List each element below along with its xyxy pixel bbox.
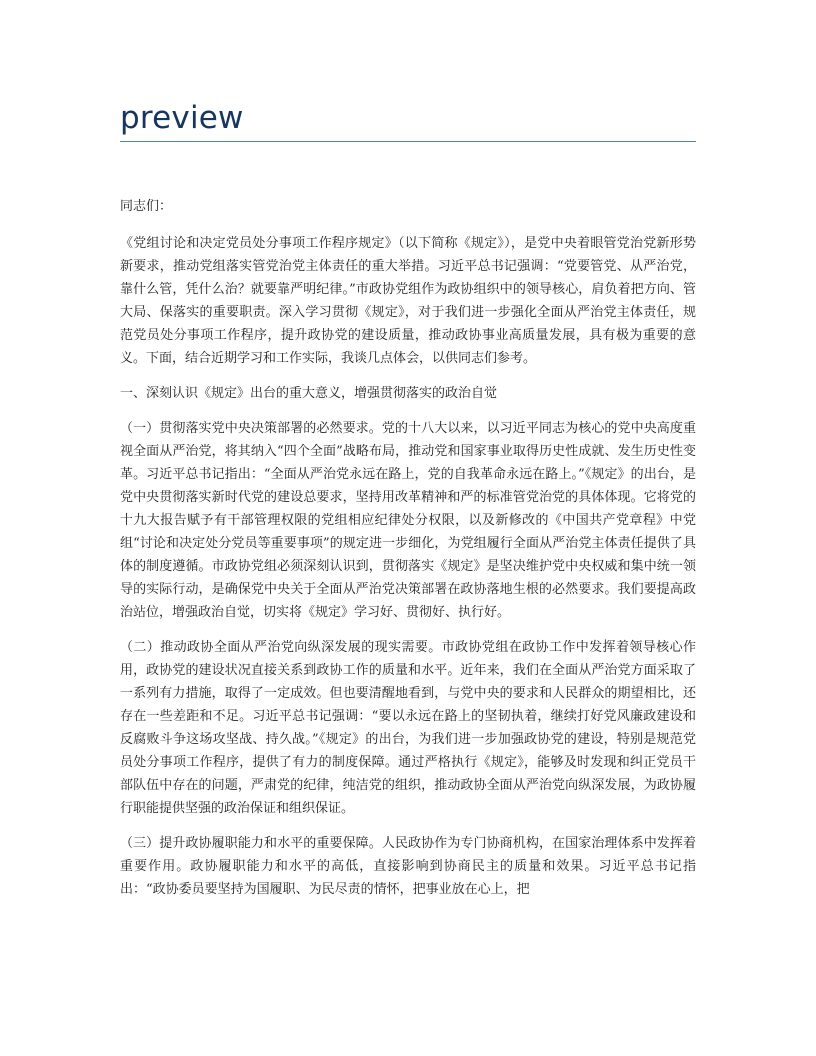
intro-paragraph: 《党组讨论和决定党员处分事项工作程序规定》（以下简称《规定》），是党中央着眼管党治党新形势新要求，推动党组落实管党治党主体责任的重大举措。习近平总书记强调：“党要管党、从严治党，靠什么管，凭什么治？就要靠严明纪律。”市政协党组作为政协组织中的领导核心，肩负着把方向、管大局、保落实的重要职责。深入学习贯彻《规定》，对于我们进一步强化全面从严治党主体责任，规范党员处分事项工作程序，提升政协党的建设质量，推动政协事业高质量发展，具有极为重要的意义。下面，结合近期学习和工作实际，我谈几点体会，以供同志们参考。 [120,236,696,366]
body-paragraph-1: （一）贯彻落实党中央决策部署的必然要求。党的十八大以来，以习近平同志为核心的党中央高度重视全面从严治党，将其纳入“四个全面”战略布局，推动党和国家事业取得历史性成就、发生历史性变革。习近平总书记指出：“全面从严治党永远在路上，党的自我革命永远在路上。”《规定》的出台，是党中央贯彻落实新时代党的建设总要求，坚持用改革精神和严的标准管党治党的具体体现。它将党的十九大报告赋予有干部管理权限的党组相应纪律处分权限，以及新修改的《中国共产党章程》中党组“讨论和决定处分党员等重要事项”的规定进一步细化，为党组履行全面从严治党主体责任提供了具体的制度遵循。市政协党组必须深刻认识到，贯彻落实《规定》是坚决维护党中央权威和集中统一领导的实际行动，是确保党中央关于全面从严治党决策部署在政协落地生根的必然要求。我们要提高政治站位，增强政治自觉，切实将《规定》学习好、贯彻好、执行好。 [120,421,696,620]
body-paragraph-3: （三）提升政协履职能力和水平的重要保障。人民政协作为专门协商机构，在国家治理体系中发挥着重要作用。政协履职能力和水平的高低，直接影响到协商民主的质量和效果。习近平总书记指出：“政协委员要坚持为国履职、为民尽责的情怀，把事业放在心上，把 [120,836,696,897]
document-page [120,0,696,913]
section-heading-1: 一、深刻认识《规定》出台的重大意义，增强贯彻落实的政治自觉 [120,386,498,401]
document-title: preview [120,100,244,136]
salutation: 同志们： [120,199,173,214]
title-divider [120,141,696,142]
body-paragraph-2: （二）推动政协全面从严治党向纵深发展的现实需要。市政协党组在政协工作中发挥着领导核心作用，政协党的建设状况直接关系到政协工作的质量和水平。近年来，我们在全面从严治党方面采取了一系列有力措施，取得了一定成效。但也要清醒地看到，与党中央的要求和人民群众的期望相比，还存在一些差距和不足。习近平总书记强调：“要以永远在路上的坚韧执着，继续打好党风廉政建设和反腐败斗争这场攻坚战、持久战。”《规定》的出台，为我们进一步加强政协党的建设，特别是规范党员处分事项工作程序，提供了有力的制度保障。通过严格执行《规定》，能够及时发现和纠正党员干部队伍中存在的问题，严肃党的纪律，纯洁党的组织，推动政协全面从严治党向纵深发展，为政协履行职能提供坚强的政治保证和组织保证。 [120,640,696,816]
document-body [120,195,696,901]
